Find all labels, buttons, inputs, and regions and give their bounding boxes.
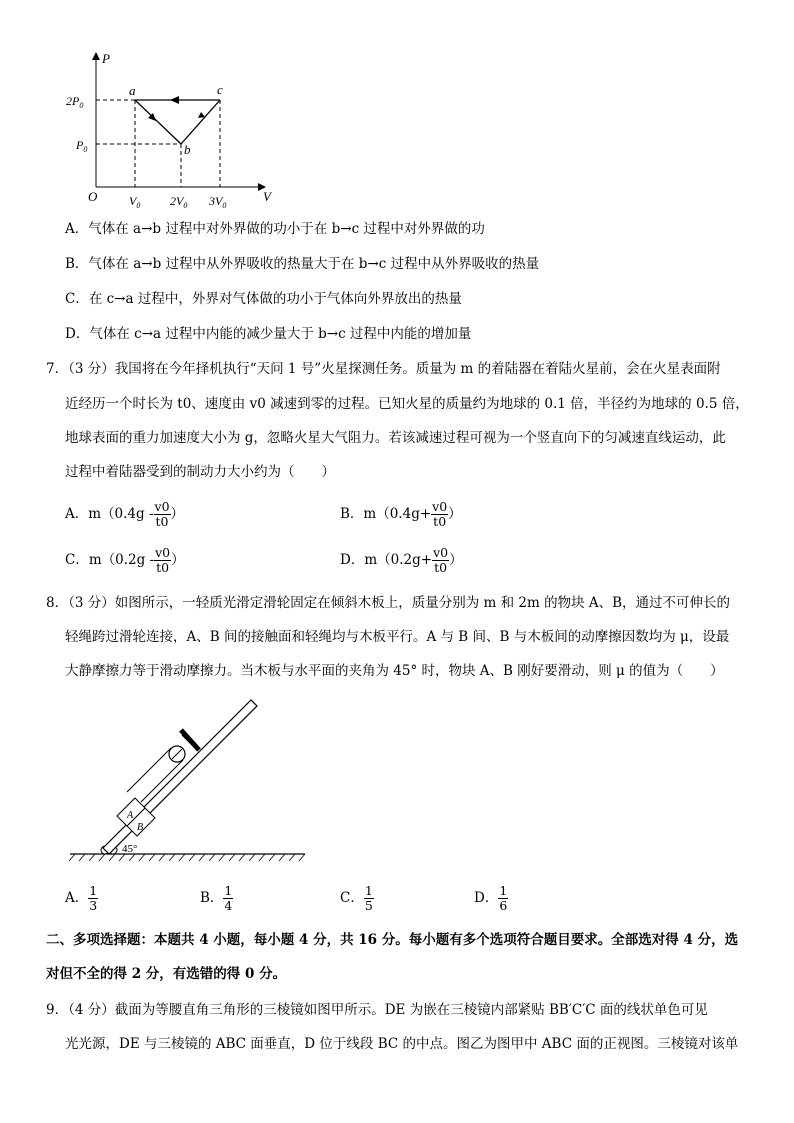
q9-line1: 9．（4 分）截面为等腰直角三角形的三棱镜如图甲所示。DE 为嵌在三棱镜内部紧贴 BB′C′C 面的线状单色可见 xyxy=(46,1002,708,1018)
q7-line1: 7．（3 分）我国将在今年择机执行“天问 1 号”火星探测任务。质量为 m 的着陆器在着陆火星前，会在火星表面附 xyxy=(46,361,721,377)
q7-line3: 地球表面的重力加速度大小为 g，忽略火星大气阻力。若该减速过程可视为一个竖直向下的匀减速直线运动，此 xyxy=(65,430,726,446)
q6-option-b: B．气体在 a→b 过程中从外界吸收的热量大于在 b→c 过程中从外界吸收的热量 xyxy=(65,256,540,272)
process-bc xyxy=(181,100,220,144)
tick-3v0: $3V_0$ xyxy=(209,194,227,210)
q8-line1: 8．（3 分）如图所示，一轻质光滑定滑轮固定在倾斜木板上，质量分别为 m 和 2m 的物块 A、B，通过不可伸长的 xyxy=(46,595,731,611)
incline-figure xyxy=(65,698,315,863)
q8-option-a: A． $\frac{1}{3}$ xyxy=(65,883,98,913)
tick-v0: $V_0$ xyxy=(129,194,141,210)
angle-label: 45° xyxy=(122,843,138,855)
point-c: c xyxy=(217,82,223,97)
q7-option-d: D．m（0.2g+ $\frac{v0}{t0}$ ） xyxy=(340,545,463,575)
q8-option-d: D． $\frac{1}{6}$ xyxy=(474,883,508,913)
q8-line3: 大静摩擦力等于滑动摩擦力。当木板与水平面的夹角为 45° 时，物块 A、B 刚好要滑动，则 μ 的值为（ ） xyxy=(65,663,724,679)
q6-option-c: C．在 c→a 过程中，外界对气体做的功小于气体向外界放出的热量 xyxy=(65,291,462,307)
point-b: b xyxy=(184,142,191,157)
q7-line4: 过程中着陆器受到的制动力大小约为（ ） xyxy=(65,464,335,480)
label-a: A xyxy=(127,810,134,821)
q6-option-a: A．气体在 a→b 过程中对外界做的功小于在 b→c 过程中对外界做的功 xyxy=(65,221,485,237)
tick-2v0: $2V_0$ xyxy=(170,194,188,210)
origin-label: O xyxy=(88,189,98,204)
q7-line2: 近经历一个时长为 t0、速度由 v0 减速到零的过程。已知火星的质量约为地球的 0.1 倍，半径约为地球的 0.5 倍， xyxy=(65,396,749,412)
q7-option-c: C．m（0.2g - $\frac{v0}{t0}$ ） xyxy=(65,545,185,575)
tick-p0: $P_0$ xyxy=(76,138,88,154)
q6-option-d: D．气体在 c→a 过程中内能的减少量大于 b→c 过程中内能的增加量 xyxy=(65,326,472,342)
q8-option-c: C． $\frac{1}{5}$ xyxy=(340,883,373,913)
section2-line2: 对但不全的得 2 分，有选错的得 0 分。 xyxy=(46,966,287,982)
tick-2p0: $2P_0$ xyxy=(66,94,84,110)
pv-graph xyxy=(60,45,290,215)
incline-board xyxy=(103,700,257,854)
process-ab xyxy=(135,100,181,144)
q8-option-b: B． $\frac{1}{4}$ xyxy=(200,883,233,913)
v-axis-label: V xyxy=(263,189,271,204)
section2-line1: 二、多项选择题：本题共 4 小题，每小题 4 分，共 16 分。每小题有多个选项符合题目要求。全部选对得 4 分，选 xyxy=(46,932,739,948)
label-b: B xyxy=(137,822,144,833)
p-axis-label: P xyxy=(102,51,110,66)
point-a: a xyxy=(129,83,136,98)
q9-line2: 光光源，DE 与三棱镜的 ABC 面垂直，D 位于线段 BC 的中点。图乙为图甲中 ABC 面的正视图。三棱镜对该单 xyxy=(65,1036,739,1052)
q8-line2: 轻绳跨过滑轮连接，A、B 间的接触面和轻绳均与木板平行。A 与 B 间、B 与木板间的动摩擦因数均为 μ，设最 xyxy=(65,629,730,645)
q7-option-b: B．m（0.4g+ $\frac{v0}{t0}$ ） xyxy=(340,499,462,529)
q7-option-a: A．m（0.4g - $\frac{v0}{t0}$ ） xyxy=(65,499,185,529)
